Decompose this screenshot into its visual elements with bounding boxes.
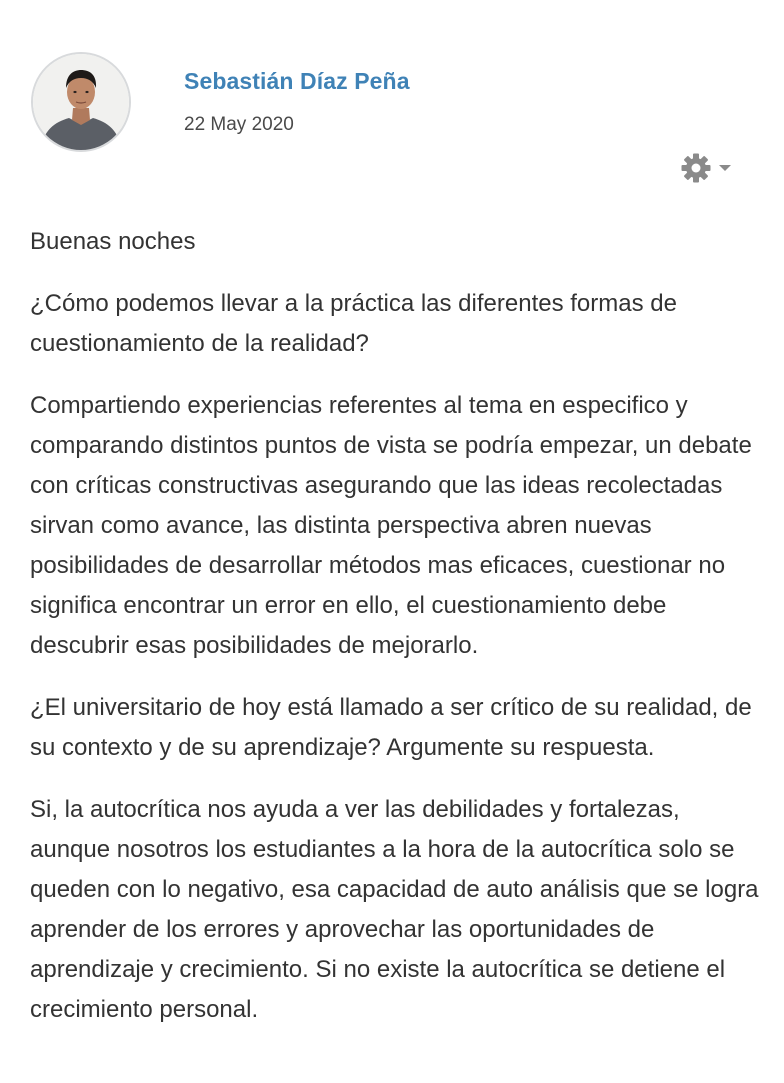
post-paragraph: Si, la autocrítica nos ayuda a ver las debilidades y fortalezas, aunque nosotros los estudiantes a la hora de la autocrítica solo se queden con lo negativo, esa capacidad de auto análisis que se logra aprender de los errores y aprovechar las oportunidades de aprendizaje y crecimiento. Si no existe la autocrítica se detiene el crecimiento personal. (30, 796, 759, 1023)
avatar[interactable] (31, 52, 131, 152)
caret-down-icon (718, 163, 732, 173)
avatar-photo (33, 54, 129, 150)
post-paragraph: ¿El universitario de hoy está llamado a ser crítico de su realidad, de su contexto y de su aprendizaje? Argumente su respuesta. (30, 694, 752, 761)
post-paragraph: Buenas noches (30, 228, 196, 255)
author-name-link[interactable]: Sebastián Díaz Peña (184, 68, 410, 94)
post-body (30, 222, 765, 1052)
post-date: 22 May 2020 (184, 114, 294, 135)
post-paragraph: Compartiendo experiencias referentes al tema en especifico y comparando distintos puntos de vista se podría empezar, un debate con críticas constructivas asegurando que las ideas recolectadas sirvan como avance, las distinta perspectiva abren nuevas posibilidades de desarrollar métodos mas eficaces, cuestionar no significa encontrar un error en ello, el cuestionamiento debe descubrir esas posibilidades de mejorarlo. (30, 392, 752, 659)
post-paragraph: ¿Cómo podemos llevar a la práctica las diferentes formas de cuestionamiento de la realidad? (30, 290, 677, 357)
post-actions-menu[interactable] (680, 150, 740, 186)
gear-icon (680, 152, 712, 184)
